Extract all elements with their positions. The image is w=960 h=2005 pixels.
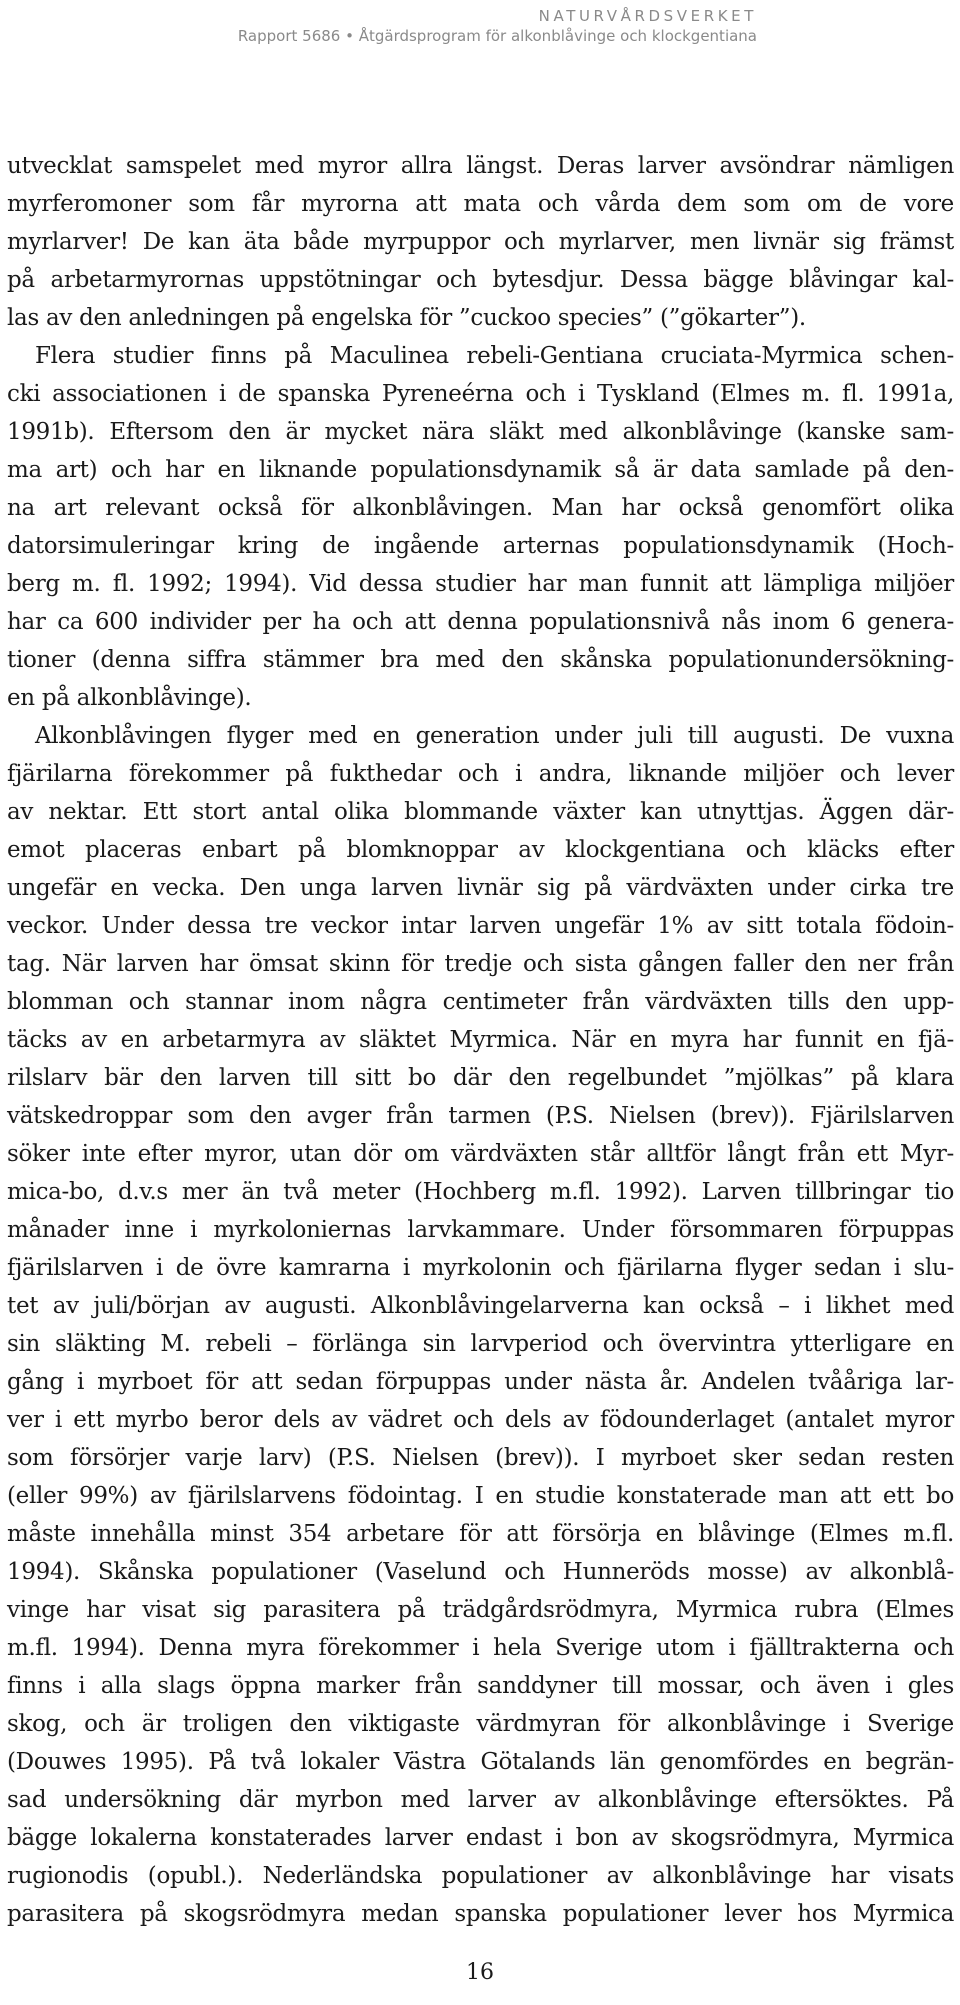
text-line: vinge har visat sig parasitera på trädgårdsrödmyra, Myrmica rubra (Elmes (7, 1597, 954, 1623)
text-line: har ca 600 individer per ha och att denna populationsnivå nås inom 6 genera- (7, 609, 954, 635)
text-line: tet av juli/början av augusti. Alkonblåvingelarverna kan också – i likhet med (7, 1293, 954, 1319)
text-line: fjärilslarven i de övre kamrarna i myrkolonin och fjärilarna flyger sedan i slu- (7, 1255, 954, 1281)
text-line: 1994). Skånska populationer (Vaselund och Hunneröds mosse) av alkonblå- (7, 1559, 954, 1585)
text-line: (Douwes 1995). På två lokaler Västra Götalands län genomfördes en begrän- (7, 1749, 954, 1775)
text-line: cki associationen i de spanska Pyreneérna och i Tyskland (Elmes m. fl. 1991a, (7, 381, 954, 407)
body-text (7, 147, 954, 1933)
text-line: sad undersökning där myrbon med larver av alkonblåvinge eftersöktes. På (7, 1787, 954, 1813)
text-line: parasitera på skogsrödmyra medan spanska populationer lever hos Myrmica (7, 1901, 954, 1927)
text-line: på arbetarmyrornas uppstötningar och bytesdjur. Dessa bägge blåvingar kal- (7, 267, 954, 293)
page-number: 16 (466, 1960, 494, 1985)
text-line: na art relevant också för alkonblåvingen. Man har också genomfört olika (7, 495, 954, 521)
text-line: vätskedroppar som den avger från tarmen (P.S. Nielsen (brev)). Fjärilslarven (7, 1103, 954, 1129)
text-line: av nektar. Ett stort antal olika blommande växter kan utnyttjas. Äggen där- (7, 799, 954, 825)
text-line: berg m. fl. 1992; 1994). Vid dessa studier har man funnit att lämpliga miljöer (7, 571, 954, 597)
text-line: 1991b). Eftersom den är mycket nära släkt med alkonblåvinge (kanske sam- (7, 419, 954, 445)
text-line: fjärilarna förekommer på fukthedar och i andra, liknande miljöer och lever (7, 761, 954, 787)
text-line: gång i myrboet för att sedan förpuppas under nästa år. Andelen tvååriga lar- (7, 1369, 954, 1395)
text-line: rugionodis (opubl.). Nederländska populationer av alkonblåvinge har visats (7, 1863, 954, 1889)
text-line: emot placeras enbart på blomknoppar av klockgentiana och kläcks efter (7, 837, 954, 863)
text-line: tioner (denna siffra stämmer bra med den skånska populationundersökning- (7, 647, 954, 673)
text-line: ungefär en vecka. Den unga larven livnär sig på värdväxten under cirka tre (7, 875, 954, 901)
text-line: måste innehålla minst 354 arbetare för att försörja en blåvinge (Elmes m.fl. (7, 1521, 954, 1547)
text-line: bägge lokalerna konstaterades larver endast i bon av skogsrödmyra, Myrmica (7, 1825, 954, 1851)
text-line: söker inte efter myror, utan dör om värdväxten står alltför långt från ett Myr- (7, 1141, 954, 1167)
text-line: veckor. Under dessa tre veckor intar larven ungefär 1% av sitt totala födoin- (7, 913, 954, 939)
text-line: myrlarver! De kan äta både myrpuppor och myrlarver, men livnär sig främst (7, 229, 954, 255)
text-line: (eller 99%) av fjärilslarvens födointag. I en studie konstaterade man att ett bo (7, 1483, 954, 1509)
text-line: skog, och är troligen den viktigaste värdmyran för alkonblåvinge i Sverige (7, 1711, 954, 1737)
text-line: tag. När larven har ömsat skinn för tredje och sista gången faller den ner från (7, 951, 954, 977)
text-line: täcks av en arbetarmyra av släktet Myrmica. När en myra har funnit en fjä- (7, 1027, 954, 1053)
text-line: blomman och stannar inom några centimeter från värdväxten tills den upp- (7, 989, 954, 1015)
text-line: finns i alla slags öppna marker från sanddyner till mossar, och även i gles (7, 1673, 954, 1699)
text-line: Alkonblåvingen flyger med en generation under juli till augusti. De vuxna (35, 723, 954, 749)
text-line: ma art) och har en liknande populationsdynamik så är data samlade på den- (7, 457, 954, 483)
text-line: m.fl. 1994). Denna myra förekommer i hela Sverige utom i fjälltrakterna och (7, 1635, 954, 1661)
text-line: Flera studier finns på Maculinea rebeli-Gentiana cruciata-Myrmica schen- (35, 343, 954, 369)
text-line: som försörjer varje larv) (P.S. Nielsen (brev)). I myrboet sker sedan resten (7, 1445, 954, 1471)
text-line: månader inne i myrkoloniernas larvkammare. Under försommaren förpuppas (7, 1217, 954, 1243)
text-line: datorsimuleringar kring de ingående arternas populationsdynamik (Hoch- (7, 533, 954, 559)
running-header (238, 6, 757, 46)
publisher-name: NATURVÅRDSVERKET (538, 7, 757, 25)
text-line: las av den anledningen på engelska för ”cuckoo species” (”gökarter”). (7, 305, 806, 331)
text-line: en på alkonblåvinge). (7, 685, 252, 711)
text-line: rilslarv bär den larven till sitt bo där den regelbundet ”mjölkas” på klara (7, 1065, 954, 1091)
text-line: mica-bo, d.v.s mer än två meter (Hochberg m.fl. 1992). Larven tillbringar tio (7, 1179, 954, 1205)
text-line: sin släkting M. rebeli – förlänga sin larvperiod och övervintra ytterligare en (7, 1331, 954, 1357)
report-title: Rapport 5686 • Åtgärdsprogram för alkonblåvinge och klockgentiana (237, 27, 757, 45)
text-line: ver i ett myrbo beror dels av vädret och dels av födounderlaget (antalet myror (7, 1407, 954, 1433)
text-line: myrferomoner som får myrorna att mata och vårda dem som om de vore (7, 191, 954, 217)
text-line: utvecklat samspelet med myror allra längst. Deras larver avsöndrar nämligen (7, 153, 954, 179)
